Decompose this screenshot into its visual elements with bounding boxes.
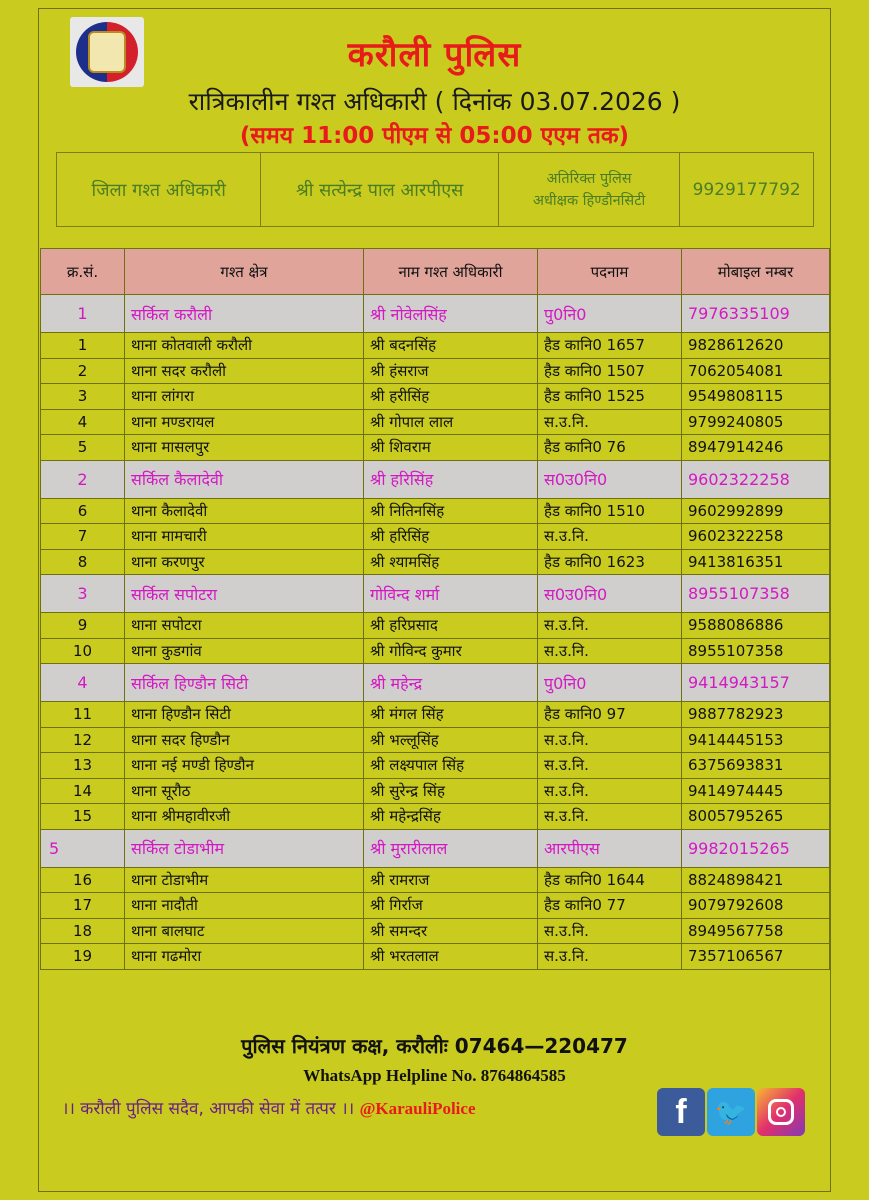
table-row bbox=[41, 409, 830, 435]
designation-line1: अतिरिक्त पुलिस bbox=[546, 170, 632, 187]
cell-post: स.उ.नि. bbox=[538, 524, 682, 550]
cell-area: सर्किल सपोटरा bbox=[125, 575, 364, 613]
cell-sn: 4 bbox=[41, 664, 125, 702]
cell-area: थाना मण्डरायल bbox=[125, 409, 364, 435]
page-title: करौली पुलिस bbox=[347, 35, 522, 75]
cell-officer: श्री बदनसिंह bbox=[364, 333, 538, 359]
cell-area: थाना कुडगांव bbox=[125, 638, 364, 664]
cell-post: हैड कानि0 1525 bbox=[538, 384, 682, 410]
cell-area: थाना सूरौठ bbox=[125, 778, 364, 804]
cell-post: स0उ0नि0 bbox=[538, 460, 682, 498]
cell-officer: श्री महेन्द्रसिंह bbox=[364, 804, 538, 830]
cell-officer: श्री शिवराम bbox=[364, 435, 538, 461]
table-row bbox=[41, 727, 830, 753]
cell-post: पु0नि0 bbox=[538, 295, 682, 333]
cell-mobile: 8955107358 bbox=[682, 575, 830, 613]
cell-sn: 13 bbox=[41, 753, 125, 779]
cell-post: स.उ.नि. bbox=[538, 804, 682, 830]
cell-sn: 1 bbox=[41, 333, 125, 359]
cell-mobile: 9413816351 bbox=[682, 549, 830, 575]
table-row bbox=[41, 753, 830, 779]
cell-sn: 8 bbox=[41, 549, 125, 575]
table-row bbox=[41, 613, 830, 639]
cell-sn: 15 bbox=[41, 804, 125, 830]
cell-sn: 14 bbox=[41, 778, 125, 804]
col-header-mobile: मोबाइल नम्बर bbox=[682, 249, 830, 295]
cell-post: हैड कानि0 1510 bbox=[538, 498, 682, 524]
cell-sn: 9 bbox=[41, 613, 125, 639]
cell-area: सर्किल करौली bbox=[125, 295, 364, 333]
cell-area: थाना कैलादेवी bbox=[125, 498, 364, 524]
table-row bbox=[41, 549, 830, 575]
table-row bbox=[41, 804, 830, 830]
cell-post: स.उ.नि. bbox=[538, 918, 682, 944]
cell-post: हैड कानि0 97 bbox=[538, 702, 682, 728]
cell-post: हैड कानि0 1507 bbox=[538, 358, 682, 384]
cell-sn: 10 bbox=[41, 638, 125, 664]
cell-officer: श्री मुरारीलाल bbox=[364, 829, 538, 867]
cell-area: थाना सदर करौली bbox=[125, 358, 364, 384]
cell-area: थाना नादौती bbox=[125, 893, 364, 919]
cell-mobile: 9414974445 bbox=[682, 778, 830, 804]
cell-mobile: 9588086886 bbox=[682, 613, 830, 639]
cell-post: हैड कानि0 1657 bbox=[538, 333, 682, 359]
col-header-area: गश्त क्षेत्र bbox=[125, 249, 364, 295]
cell-sn: 4 bbox=[41, 409, 125, 435]
cell-officer: श्री नितिनसिंह bbox=[364, 498, 538, 524]
cell-mobile: 9414943157 bbox=[682, 664, 830, 702]
social-icons bbox=[657, 1088, 805, 1136]
cell-post: पु0नि0 bbox=[538, 664, 682, 702]
cell-mobile: 9414445153 bbox=[682, 727, 830, 753]
cell-area: थाना हिण्डौन सिटी bbox=[125, 702, 364, 728]
table-row bbox=[41, 893, 830, 919]
table-row bbox=[41, 384, 830, 410]
cell-post: स.उ.नि. bbox=[538, 778, 682, 804]
cell-post: हैड कानि0 77 bbox=[538, 893, 682, 919]
cell-mobile: 8005795265 bbox=[682, 804, 830, 830]
circle-row bbox=[41, 829, 830, 867]
cell-mobile: 9887782923 bbox=[682, 702, 830, 728]
cell-post: स.उ.नि. bbox=[538, 409, 682, 435]
cell-area: थाना सपोटरा bbox=[125, 613, 364, 639]
patrol-table bbox=[40, 248, 830, 970]
table-row bbox=[41, 702, 830, 728]
cell-sn: 5 bbox=[41, 435, 125, 461]
cell-sn: 12 bbox=[41, 727, 125, 753]
cell-area: थाना गढमोरा bbox=[125, 944, 364, 970]
cell-mobile: 7357106567 bbox=[682, 944, 830, 970]
table-row bbox=[41, 333, 830, 359]
cell-post: स.उ.नि. bbox=[538, 753, 682, 779]
cell-officer: श्री हरिसिंह bbox=[364, 460, 538, 498]
cell-post: स.उ.नि. bbox=[538, 727, 682, 753]
cell-officer: गोविन्द शर्मा bbox=[364, 575, 538, 613]
cell-area: थाना नई मण्डी हिण्डौन bbox=[125, 753, 364, 779]
cell-officer: श्री श्यामसिंह bbox=[364, 549, 538, 575]
cell-post: आरपीएस bbox=[538, 829, 682, 867]
cell-sn: 5 bbox=[41, 829, 125, 867]
cell-sn: 16 bbox=[41, 867, 125, 893]
cell-sn: 1 bbox=[41, 295, 125, 333]
cell-post: स.उ.नि. bbox=[538, 638, 682, 664]
cell-sn: 3 bbox=[41, 384, 125, 410]
cell-post: स.उ.नि. bbox=[538, 944, 682, 970]
cell-officer: श्री सुरेन्द्र सिंह bbox=[364, 778, 538, 804]
cell-mobile: 7976335109 bbox=[682, 295, 830, 333]
cell-mobile: 9549808115 bbox=[682, 384, 830, 410]
cell-mobile: 8947914246 bbox=[682, 435, 830, 461]
cell-mobile: 9602322258 bbox=[682, 524, 830, 550]
instagram-icon[interactable] bbox=[757, 1088, 805, 1136]
cell-sn: 11 bbox=[41, 702, 125, 728]
cell-area: सर्किल कैलादेवी bbox=[125, 460, 364, 498]
district-officer-mobile: 9929177792 bbox=[692, 179, 801, 200]
table-row bbox=[41, 867, 830, 893]
cell-mobile: 9828612620 bbox=[682, 333, 830, 359]
cell-area: थाना बालघाट bbox=[125, 918, 364, 944]
designation-line2: अधीक्षक हिण्डौनसिटी bbox=[532, 192, 646, 209]
cell-mobile: 9079792608 bbox=[682, 893, 830, 919]
page-subtitle: रात्रिकालीन गश्त अधिकारी ( दिनांक 03.07.2026 ) bbox=[188, 87, 681, 116]
cell-area: थाना टोडाभीम bbox=[125, 867, 364, 893]
cell-sn: 2 bbox=[41, 358, 125, 384]
circle-row bbox=[41, 664, 830, 702]
cell-area: थाना मासलपुर bbox=[125, 435, 364, 461]
cell-officer: श्री हंसराज bbox=[364, 358, 538, 384]
whatsapp-helpline: WhatsApp Helpline No. 8764864585 bbox=[303, 1066, 566, 1085]
cell-area: थाना लांगरा bbox=[125, 384, 364, 410]
table-row bbox=[41, 638, 830, 664]
social-handle[interactable]: @KarauliPolice bbox=[359, 1099, 476, 1118]
cell-mobile: 9602322258 bbox=[682, 460, 830, 498]
circle-row bbox=[41, 295, 830, 333]
cell-area: थाना सदर हिण्डौन bbox=[125, 727, 364, 753]
cell-sn: 18 bbox=[41, 918, 125, 944]
cell-sn: 6 bbox=[41, 498, 125, 524]
cell-post: हैड कानि0 1623 bbox=[538, 549, 682, 575]
cell-officer: श्री मंगल सिंह bbox=[364, 702, 538, 728]
cell-post: स0उ0नि0 bbox=[538, 575, 682, 613]
district-officer-designation bbox=[499, 153, 681, 226]
cell-mobile: 6375693831 bbox=[682, 753, 830, 779]
district-officer-box bbox=[56, 152, 814, 227]
table-row bbox=[41, 435, 830, 461]
cell-post: हैड कानि0 1644 bbox=[538, 867, 682, 893]
table-row bbox=[41, 918, 830, 944]
motto-text: ।। करौली पुलिस सदैव, आपकी सेवा में तत्पर ।। bbox=[62, 1099, 360, 1119]
cell-officer: श्री महेन्द्र bbox=[364, 664, 538, 702]
cell-officer: श्री हरीसिंह bbox=[364, 384, 538, 410]
cell-mobile: 9799240805 bbox=[682, 409, 830, 435]
cell-area: सर्किल हिण्डौन सिटी bbox=[125, 664, 364, 702]
cell-mobile: 7062054081 bbox=[682, 358, 830, 384]
table-row bbox=[41, 498, 830, 524]
cell-sn: 7 bbox=[41, 524, 125, 550]
cell-post: हैड कानि0 76 bbox=[538, 435, 682, 461]
motto-line bbox=[62, 1096, 476, 1119]
cell-officer: श्री रामराज bbox=[364, 867, 538, 893]
cell-officer: श्री भल्लूसिंह bbox=[364, 727, 538, 753]
table-body bbox=[41, 295, 830, 970]
table-row bbox=[41, 358, 830, 384]
table-row bbox=[41, 778, 830, 804]
cell-officer: श्री गोपाल लाल bbox=[364, 409, 538, 435]
cell-area: थाना कोतवाली करौली bbox=[125, 333, 364, 359]
cell-mobile: 9602992899 bbox=[682, 498, 830, 524]
cell-officer: श्री नोवेलसिंह bbox=[364, 295, 538, 333]
circle-row bbox=[41, 575, 830, 613]
cell-mobile: 8955107358 bbox=[682, 638, 830, 664]
cell-officer: श्री समन्दर bbox=[364, 918, 538, 944]
cell-area: थाना करणपुर bbox=[125, 549, 364, 575]
circle-row bbox=[41, 460, 830, 498]
time-range: (समय 11:00 पीएम से 05:00 एएम तक) bbox=[239, 123, 630, 149]
control-room: पुलिस नियंत्रण कक्ष, करौलीः 07464—220477 bbox=[241, 1034, 628, 1058]
cell-area: सर्किल टोडाभीम bbox=[125, 829, 364, 867]
twitter-icon[interactable]: 🐦 bbox=[707, 1088, 755, 1136]
cell-officer: श्री लक्ष्यपाल सिंह bbox=[364, 753, 538, 779]
cell-officer: श्री गिर्राज bbox=[364, 893, 538, 919]
facebook-icon[interactable]: f bbox=[657, 1088, 705, 1136]
cell-officer: श्री भरतलाल bbox=[364, 944, 538, 970]
table-row bbox=[41, 944, 830, 970]
table-row bbox=[41, 524, 830, 550]
table-header-row bbox=[41, 249, 830, 295]
cell-post: स.उ.नि. bbox=[538, 613, 682, 639]
cell-sn: 2 bbox=[41, 460, 125, 498]
district-officer-label: जिला गश्त अधिकारी bbox=[57, 153, 261, 226]
cell-officer: श्री हरिसिंह bbox=[364, 524, 538, 550]
cell-sn: 19 bbox=[41, 944, 125, 970]
district-officer-name: श्री सत्येन्द्र पाल आरपीएस bbox=[261, 153, 498, 226]
cell-officer: श्री हरिप्रसाद bbox=[364, 613, 538, 639]
col-header-post: पदनाम bbox=[538, 249, 682, 295]
cell-mobile: 8949567758 bbox=[682, 918, 830, 944]
cell-area: थाना मामचारी bbox=[125, 524, 364, 550]
cell-officer: श्री गोविन्द कुमार bbox=[364, 638, 538, 664]
col-header-sn: क्र.सं. bbox=[41, 249, 125, 295]
cell-area: थाना श्रीमहावीरजी bbox=[125, 804, 364, 830]
cell-sn: 3 bbox=[41, 575, 125, 613]
col-header-officer: नाम गश्त अधिकारी bbox=[364, 249, 538, 295]
cell-mobile: 9982015265 bbox=[682, 829, 830, 867]
cell-mobile: 8824898421 bbox=[682, 867, 830, 893]
cell-sn: 17 bbox=[41, 893, 125, 919]
